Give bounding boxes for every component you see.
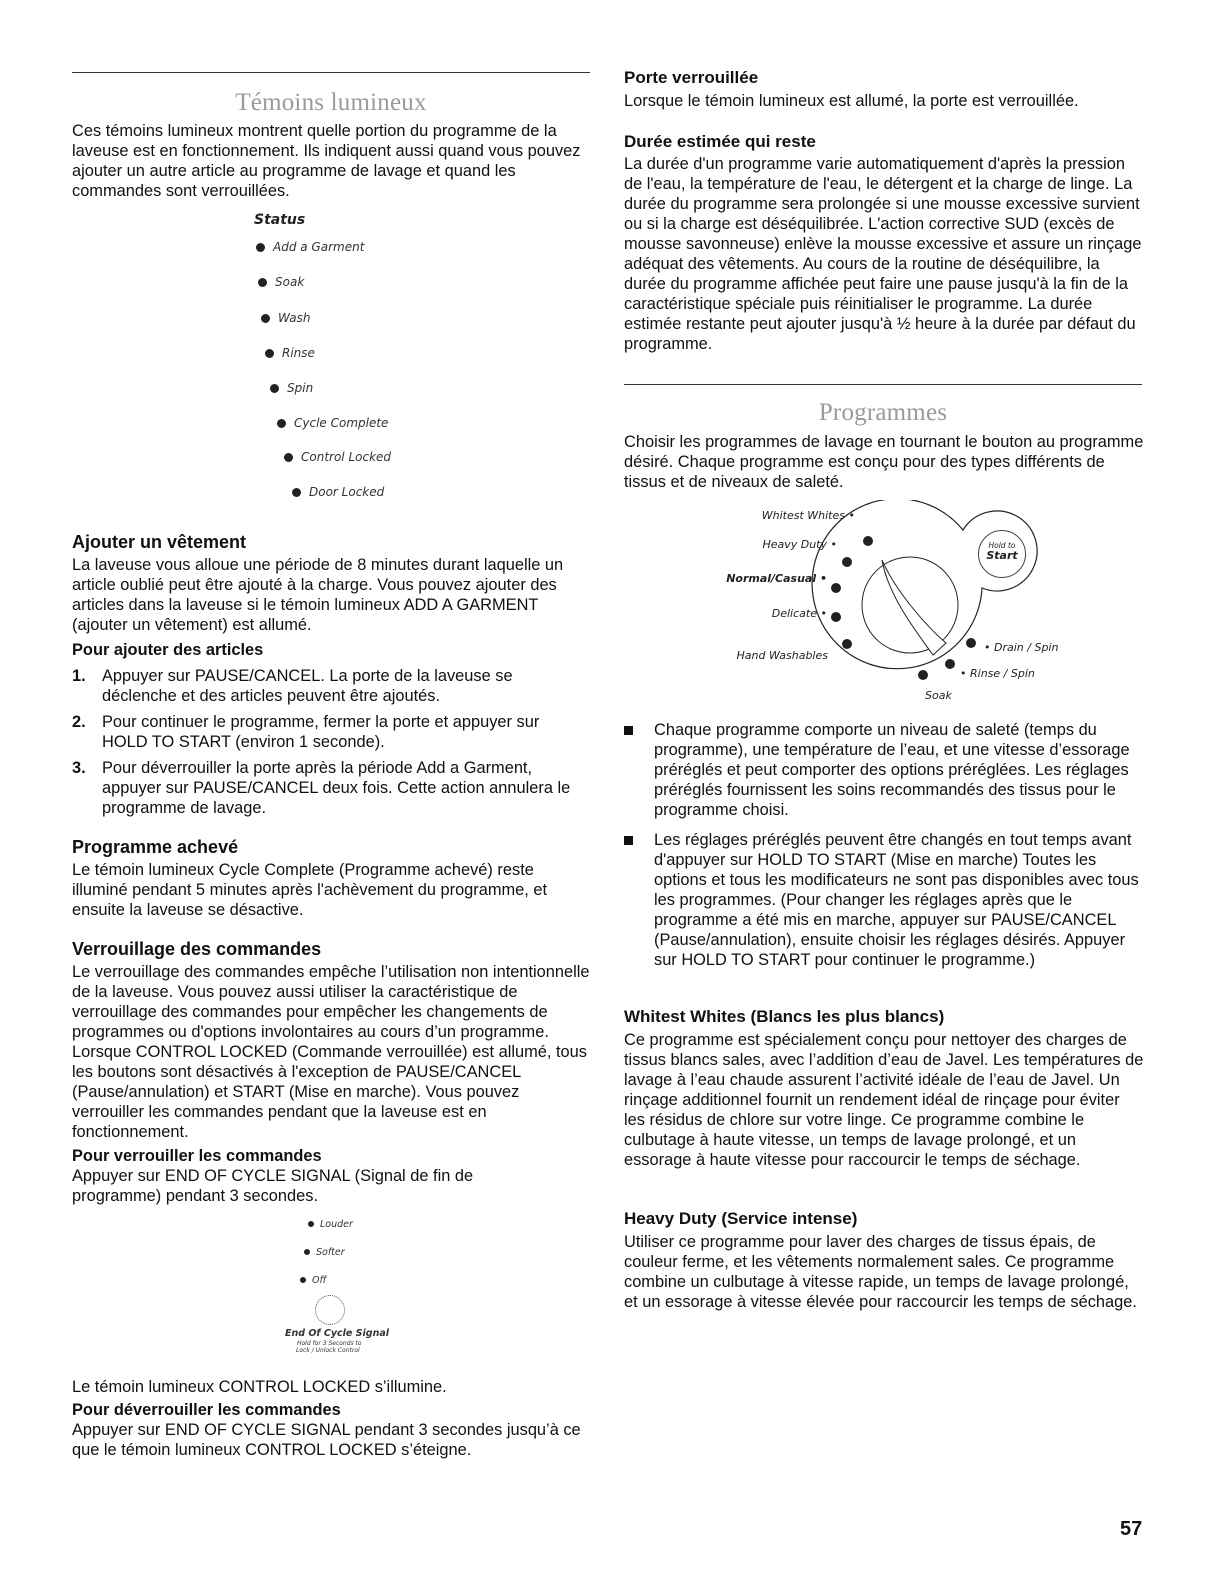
subheading-verrouiller: Pour verrouiller les commandes <box>72 1147 322 1165</box>
porte-body: Lorsque le témoin lumineux est allumé, la porte est verrouillée. <box>624 92 1079 110</box>
step-3: 3. Pour déverrouiller la porte après la période Add a Garment, appuyer sur PAUSE/CANCEL deux fois. Cette action annulera le programme de lavage. <box>72 759 571 817</box>
square-bullet-icon <box>624 836 633 845</box>
duree-body: La durée d'un programme varie automatiquement d'après la pression de l'eau, la température de l'eau, le détergent et la charge de linge. La durée du programme sera prolongée si une mousse excessive survient ou si la charge est déséquilibrée. L'action corrective SUD (excès de mousse savonneuse) enlève la mousse excessive et assure un rinçage adéquat des vêtements. Au cours de la routine de déséquilibre, la durée du programme affichée peut faire une pause jusqu'à la fin de la caractéristique spéciale puis réinitialiser le programme. La durée estimée restante peut ajouter jusqu'à ½ heure à la durée par défaut du programme. <box>624 155 1142 353</box>
status-rinse: Rinse <box>265 346 315 360</box>
ajouter-steps <box>72 666 582 824</box>
indicator-light-icon <box>261 314 270 323</box>
section-title-programmes: Programmes <box>818 399 948 426</box>
dial-label-whitest-whites[interactable]: Whitest Whites • <box>761 509 855 522</box>
heading-acheve: Programme achevé <box>72 837 239 857</box>
verrouillage-body: Le verrouillage des commandes empêche l’utilisation non intentionnelle de la laveuse. Vous pouvez aussi utiliser la caractéristique de verrouillage des commandes pour empêcher les changements de programmes ou d'options involontaires au cours d’un programme. Lorsque CONTROL LOCKED (Commande verrouillée) est allumé, tous les boutons sont désactivés à l'exception de PAUSE/CANCEL (Pause/annulation) et START (Mise en marche). Vous pouvez verrouiller les commandes pendant que la laveuse est en fonctionnement. <box>72 963 590 1141</box>
after-lock-text: Le témoin lumineux CONTROL LOCKED s’illumine. <box>72 1378 447 1396</box>
indicator-light-icon <box>265 349 274 358</box>
bullet-2: Les réglages préréglés peuvent être changés en tout temps avant d'appuyer sur HOLD TO START (Mise en marche) Toutes les options et tous les modificateurs ne sont pas disponibles avec tous les programmes. (Pour changer les réglages après que le programme a été mis en marche, appuyer sur PAUSE/CANCEL (Pause/annulation), ensuite choisir les réglages désirés. Appuyer sur HOLD TO START pour continuer le programme.) <box>624 830 1144 970</box>
status-panel <box>254 212 392 499</box>
indicator-light-icon <box>277 419 286 428</box>
indicator-light-icon <box>284 453 293 462</box>
eoc-label: End Of Cycle Signal <box>285 1328 390 1339</box>
indicator-light-icon <box>270 384 279 393</box>
top-rule-left <box>72 72 590 73</box>
ajouter-body: La laveuse vous alloue une période de 8 minutes durant laquelle un article oublié peut être ajouté à la charge. Vous pouvez ajouter des articles dans la laveuse si le témoin lumineux ADD A GARMENT (ajouter un vêtement) est allumé. <box>72 556 564 634</box>
square-bullet-icon <box>624 726 633 735</box>
cycle-dial-diagram <box>720 500 1059 710</box>
heading-ajouter: Ajouter un vêtement <box>72 532 247 552</box>
programmes-bullets <box>624 720 1144 980</box>
eoc-caption-1: Hold for 3 Seconds to <box>297 1340 362 1347</box>
verrouiller-body: Appuyer sur END OF CYCLE SIGNAL (Signal de fin de programme) pendant 3 secondes. <box>72 1167 474 1205</box>
indicator-light-icon <box>258 278 267 287</box>
indicator-light-icon <box>300 1277 306 1283</box>
bullet-1: Chaque programme comporte un niveau de saleté (temps du programme), une température de l’eau, et une vitesse d’essorage préréglés et peut comporter des options préréglées. Les réglages préréglés fournissent les soins recommandés des tissus pour le programme choisi. <box>624 720 1144 820</box>
dial-label-drain-spin[interactable]: • Drain / Spin <box>984 641 1059 654</box>
step-1: 1. Appuyer sur PAUSE/CANCEL. La porte de la laveuse se déclenche et des articles peuvent être ajoutés. <box>72 667 513 705</box>
status-cycle-complete: Cycle Complete <box>277 416 388 430</box>
status-add-a-garment: Add a Garment <box>256 240 364 254</box>
eoc-off: Off <box>300 1275 326 1286</box>
subheading-pour-ajouter: Pour ajouter des articles <box>72 641 264 659</box>
dial-label-hand-washables[interactable]: Hand Washables <box>736 649 828 662</box>
status-spin: Spin <box>270 381 313 395</box>
section-title-temoins: Témoins lumineux <box>235 89 427 116</box>
acheve-body: Le témoin lumineux Cycle Complete (Programme achevé) reste illuminé pendant 5 minutes après l'achèvement du programme, et ensuite la laveuse se désactive. <box>72 861 548 919</box>
start-button[interactable]: Hold to Start <box>978 530 1026 578</box>
indicator-light-icon <box>304 1249 310 1255</box>
deverrouiller-body: Appuyer sur END OF CYCLE SIGNAL pendant 3 secondes jusqu’à ce que le témoin lumineux CONTROL LOCKED s’éteigne. <box>72 1421 581 1459</box>
dial-label-rinse-spin[interactable]: • Rinse / Spin <box>960 667 1035 680</box>
eoc-caption-2: Lock / Unlock Control <box>296 1347 360 1354</box>
status-wash: Wash <box>261 311 310 325</box>
status-soak: Soak <box>258 275 304 289</box>
heading-porte: Porte verrouillée <box>624 68 759 87</box>
status-door-locked: Door Locked <box>292 485 384 499</box>
dial-label-heavy-duty[interactable]: Heavy Duty • <box>762 538 837 551</box>
page-number: 57 <box>1120 1518 1143 1540</box>
end-of-cycle-button[interactable] <box>315 1295 345 1325</box>
subheading-deverrouiller: Pour déverrouiller les commandes <box>72 1401 341 1419</box>
indicator-light-icon <box>292 488 301 497</box>
indicator-light-icon <box>256 243 265 252</box>
dial-label-soak[interactable]: Soak <box>925 689 952 702</box>
heading-whitest: Whitest Whites (Blancs les plus blancs) <box>624 1007 945 1026</box>
rule-programmes <box>624 384 1142 385</box>
programmes-intro: Choisir les programmes de lavage en tournant le bouton au programme désiré. Chaque programme est conçu pour des types différents de tissus et de niveaux de saleté. <box>624 433 1144 491</box>
status-control-locked: Control Locked <box>284 450 391 464</box>
whitest-body: Ce programme est spécialement conçu pour nettoyer des charges de tissus blancs sales, avec l’addition d’eau de Javel. Les températures de lavage à l’eau chaude assurent l’activité idéale de l’eau de Javel. Un rinçage additionnel fournit un rendement idéal de rinçage pour éviter les résidus de chlore sur votre linge. Ce programme combine le culbutage à haute vitesse, un temps de lavage prolongé, et un essorage à haute vitesse pour raccourcir le temps de séchage. <box>624 1031 1144 1169</box>
status-title: Status <box>254 212 306 228</box>
indicator-light-icon <box>308 1221 314 1227</box>
heading-heavy: Heavy Duty (Service intense) <box>624 1209 858 1228</box>
heading-verrouillage: Verrouillage des commandes <box>72 939 322 959</box>
dial-label-delicate[interactable]: Delicate • <box>771 607 827 620</box>
heading-duree: Durée estimée qui reste <box>624 132 816 151</box>
dial-label-normal-casual[interactable]: Normal/Casual • <box>726 572 827 585</box>
temoins-intro: Ces témoins lumineux montrent quelle portion du programme de la laveuse est en fonctionnement. Ils indiquent aussi quand vous pouvez ajouter un autre article au programme de lavage et quand les commandes sont verrouillées. <box>72 122 581 200</box>
eoc-louder: Louder <box>308 1219 353 1230</box>
eoc-softer: Softer <box>304 1247 345 1258</box>
heavy-body: Utiliser ce programme pour laver des charges de tissus épais, de couleur ferme, et les vêtements normalement sales. Ce programme combine un culbutage à vitesse rapide, un temps de lavage prolongé, et un essorage à vitesse élevée pour raccourcir les temps de séchage. <box>624 1233 1137 1311</box>
end-of-cycle-panel <box>280 1215 390 1365</box>
step-2: 2. Pour continuer le programme, fermer la porte et appuyer sur HOLD TO START (environ 1 seconde). <box>72 713 540 751</box>
